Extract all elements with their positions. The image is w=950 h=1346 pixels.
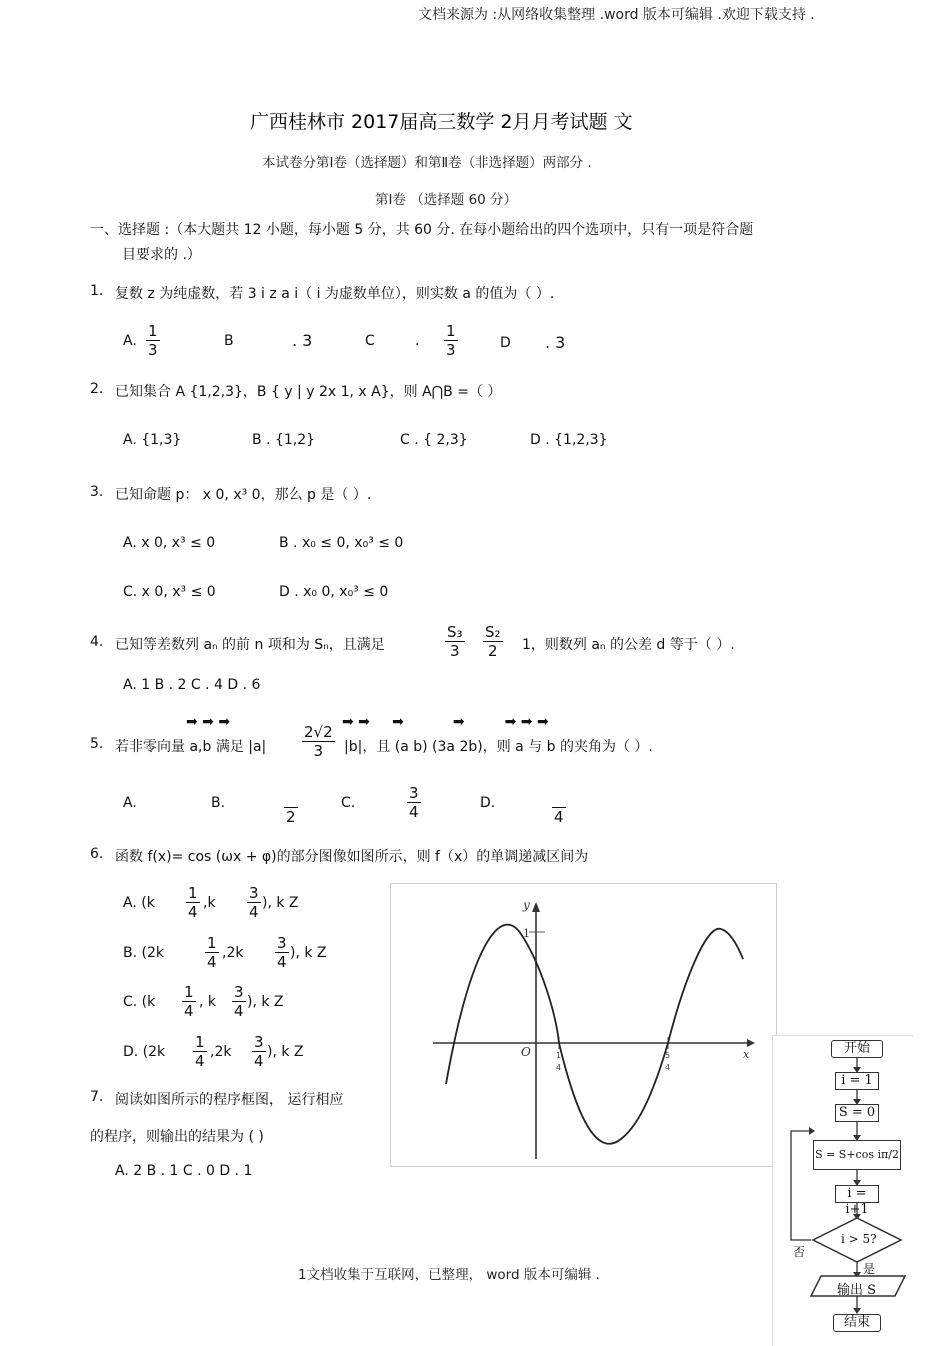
- q5-option-b-label: B.: [211, 795, 226, 811]
- q6-text: 函数 f(x)= cos (ωx + φ)的部分图像如图所示，则 f（x）的单调递减区间为: [115, 849, 589, 865]
- q2-option-b: B . {1,2}: [252, 432, 316, 448]
- q6-option-b-frac1: $\frac{1}{4}$: [207, 934, 217, 971]
- x-axis-label: x: [743, 1048, 750, 1061]
- q4-fraction-s2: $\frac{\text{S₂}}{2}$: [485, 623, 501, 660]
- page-title: 广西桂林市 2017届高三数学 2月月考试题 文: [250, 111, 633, 133]
- q3-text: 已知命题 p： x 0, x³ 0，那么 p 是（ ）.: [115, 487, 372, 503]
- q6-option-b-mid: ,2k: [222, 945, 244, 961]
- q6-option-a-end: ), k Z: [262, 895, 299, 911]
- flow-no-label: 否: [793, 1245, 806, 1259]
- q3-option-d: D . x₀ 0, x₀³ ≤ 0: [279, 584, 389, 600]
- q2-number: 2.: [90, 381, 104, 397]
- flow-start: 开始: [831, 1040, 883, 1058]
- q1-option-c-label: C: [365, 333, 375, 349]
- q1-option-b-value: . 3: [292, 331, 313, 350]
- q7-text-line2: 的程序，则输出的结果为 ( ): [90, 1129, 264, 1145]
- flow-init-i: i = 1: [835, 1072, 879, 1090]
- q2-text: 已知集合 A {1,2,3}，B { y | y 2x 1, x A}，则 A⋂B =（ ）: [115, 384, 502, 400]
- y-axis-label: y: [523, 898, 530, 912]
- q1-option-a-fraction: $\frac{1}{3}$: [148, 322, 158, 359]
- q5-option-b-fraction: 2: [284, 790, 298, 826]
- cosine-curve: [446, 925, 743, 1144]
- q4-text-pre: 已知等差数列 aₙ 的前 n 项和为 Sₙ，且满足: [115, 637, 385, 653]
- tick1-den: 4: [556, 1063, 562, 1072]
- y-axis-arrow-icon: [532, 902, 540, 912]
- q2-option-d: D . {1,2,3}: [530, 432, 608, 448]
- q3-option-a: A. x 0, x³ ≤ 0: [123, 535, 216, 551]
- q5-option-d-label: D.: [480, 795, 496, 811]
- q6-option-a-frac2: $\frac{3}{4}$: [249, 884, 259, 921]
- section-instruction-cont: 目要求的 .）: [122, 247, 201, 263]
- q6-option-b-label: B. (2k: [123, 945, 164, 961]
- q6-option-c-label: C. (k: [123, 994, 156, 1010]
- origin-label: O: [521, 1045, 531, 1059]
- cosine-graph-svg: [391, 884, 776, 1166]
- flow-update-i: i = i+1: [835, 1185, 879, 1203]
- q2-option-c: C . { 2,3}: [400, 432, 468, 448]
- q5-option-c-label: C.: [341, 795, 356, 811]
- q7-number: 7.: [90, 1089, 104, 1105]
- cosine-graph-figure: [390, 883, 777, 1167]
- q6-option-d-end: ), k Z: [267, 1044, 304, 1060]
- flow-condition-label: i > 5?: [841, 1232, 877, 1246]
- q3-option-c: C. x 0, x³ ≤ 0: [123, 584, 216, 600]
- q6-option-c-mid: , k: [199, 994, 217, 1010]
- q6-option-c-end: ), k Z: [247, 994, 284, 1010]
- q6-option-a-label: A. (k: [123, 895, 155, 911]
- vector-arrow-icon: ➡ ➡ ➡: [186, 714, 231, 730]
- q1-text: 复数 z 为纯虚数，若 3 i z a i（ i 为虚数单位），则实数 a 的值为（ ）.: [115, 286, 555, 302]
- q2-option-a: A. {1,3}: [123, 432, 182, 448]
- q7-options: A. 2 B . 1 C . 0 D . 1: [115, 1163, 253, 1179]
- q4-text-post: 1，则数列 aₙ 的公差 d 等于（ ）.: [522, 637, 735, 653]
- q6-option-b-end: ), k Z: [290, 945, 327, 961]
- q6-option-c-frac1: $\frac{1}{4}$: [184, 983, 194, 1020]
- q5-number: 5.: [90, 736, 104, 752]
- q1-option-c-fraction: $\frac{1}{3}$: [446, 322, 456, 359]
- q6-option-d-label: D. (2k: [123, 1044, 166, 1060]
- q1-option-d-label: D: [500, 335, 511, 351]
- section-instruction: 一、选择题 :（本大题共 12 小题，每小题 5 分，共 60 分. 在每小题给出的四个选项中，只有一项是符合题: [90, 222, 754, 238]
- q4-options: A. 1 B . 2 C . 4 D . 6: [123, 677, 261, 693]
- q3-number: 3.: [90, 484, 104, 500]
- page-footer: 1文档收集于互联网，已整理， word 版本可编辑 .: [298, 1267, 600, 1283]
- q4-number: 4.: [90, 634, 104, 650]
- q6-option-d-frac1: $\frac{1}{4}$: [195, 1033, 205, 1070]
- q1-number: 1.: [90, 283, 104, 299]
- q6-option-b-frac2: $\frac{3}{4}$: [277, 934, 287, 971]
- x-axis-arrow-icon: [747, 1039, 755, 1047]
- q5-option-c-fraction: $\frac{3}{4}$: [409, 784, 419, 821]
- q6-option-a-mid: ,k: [203, 895, 216, 911]
- q3-option-b: B . x₀ ≤ 0, x₀³ ≤ 0: [279, 535, 404, 551]
- q1-option-b-label: B: [224, 333, 234, 349]
- tick2-den: 4: [665, 1063, 671, 1072]
- q5-fraction: $\frac{2√2}{3}$: [304, 723, 333, 760]
- flow-yes-label: 是: [863, 1262, 876, 1276]
- tick1-num: 1: [556, 1051, 562, 1060]
- flow-update-s: S = S+cos iπ/2: [813, 1140, 901, 1170]
- q1-option-c-dot: .: [415, 333, 420, 349]
- flow-init-s: S = 0: [835, 1104, 879, 1122]
- vector-arrow-icon: ➡ ➡ ➡ ➡ ➡ ➡ ➡: [342, 714, 549, 730]
- q6-option-d-mid: ,2k: [210, 1044, 232, 1060]
- q7-text-line1: 阅读如图所示的程序框图， 运行相应: [115, 1092, 344, 1108]
- q6-option-c-frac2: $\frac{3}{4}$: [234, 983, 244, 1020]
- q5-text-pre: 若非零向量 a,b 满足 |a|: [115, 739, 267, 755]
- q1-option-a-label: A.: [123, 333, 137, 349]
- q6-option-a-frac1: $\frac{1}{4}$: [188, 884, 198, 921]
- q6-number: 6.: [90, 846, 104, 862]
- page-header: 文档来源为 :从网络收集整理 .word 版本可编辑 .欢迎下载支持 .: [418, 7, 815, 23]
- intro-text: 本试卷分第Ⅰ卷（选择题）和第Ⅱ卷（非选择题）两部分 .: [262, 155, 592, 171]
- part1-heading: 第Ⅰ卷 （选择题 60 分）: [375, 192, 518, 208]
- program-flowchart: [772, 1035, 913, 1346]
- amplitude-label: 1: [523, 927, 530, 940]
- q5-option-d-fraction: 4: [552, 790, 566, 826]
- flow-output-label: 输出 S: [837, 1283, 877, 1298]
- q1-option-d-value: . 3: [545, 333, 566, 352]
- q5-option-a-label: A.: [123, 795, 137, 811]
- q5-text-post: |b|，且 (a b) (3a 2b)，则 a 与 b 的夹角为（ ）.: [344, 739, 653, 755]
- q6-option-d-frac2: $\frac{3}{4}$: [254, 1033, 264, 1070]
- flow-end: 结束: [833, 1314, 881, 1332]
- q4-fraction-s3: $\frac{\text{S₃}}{3}$: [447, 623, 463, 660]
- tick2-num: 5: [665, 1051, 671, 1060]
